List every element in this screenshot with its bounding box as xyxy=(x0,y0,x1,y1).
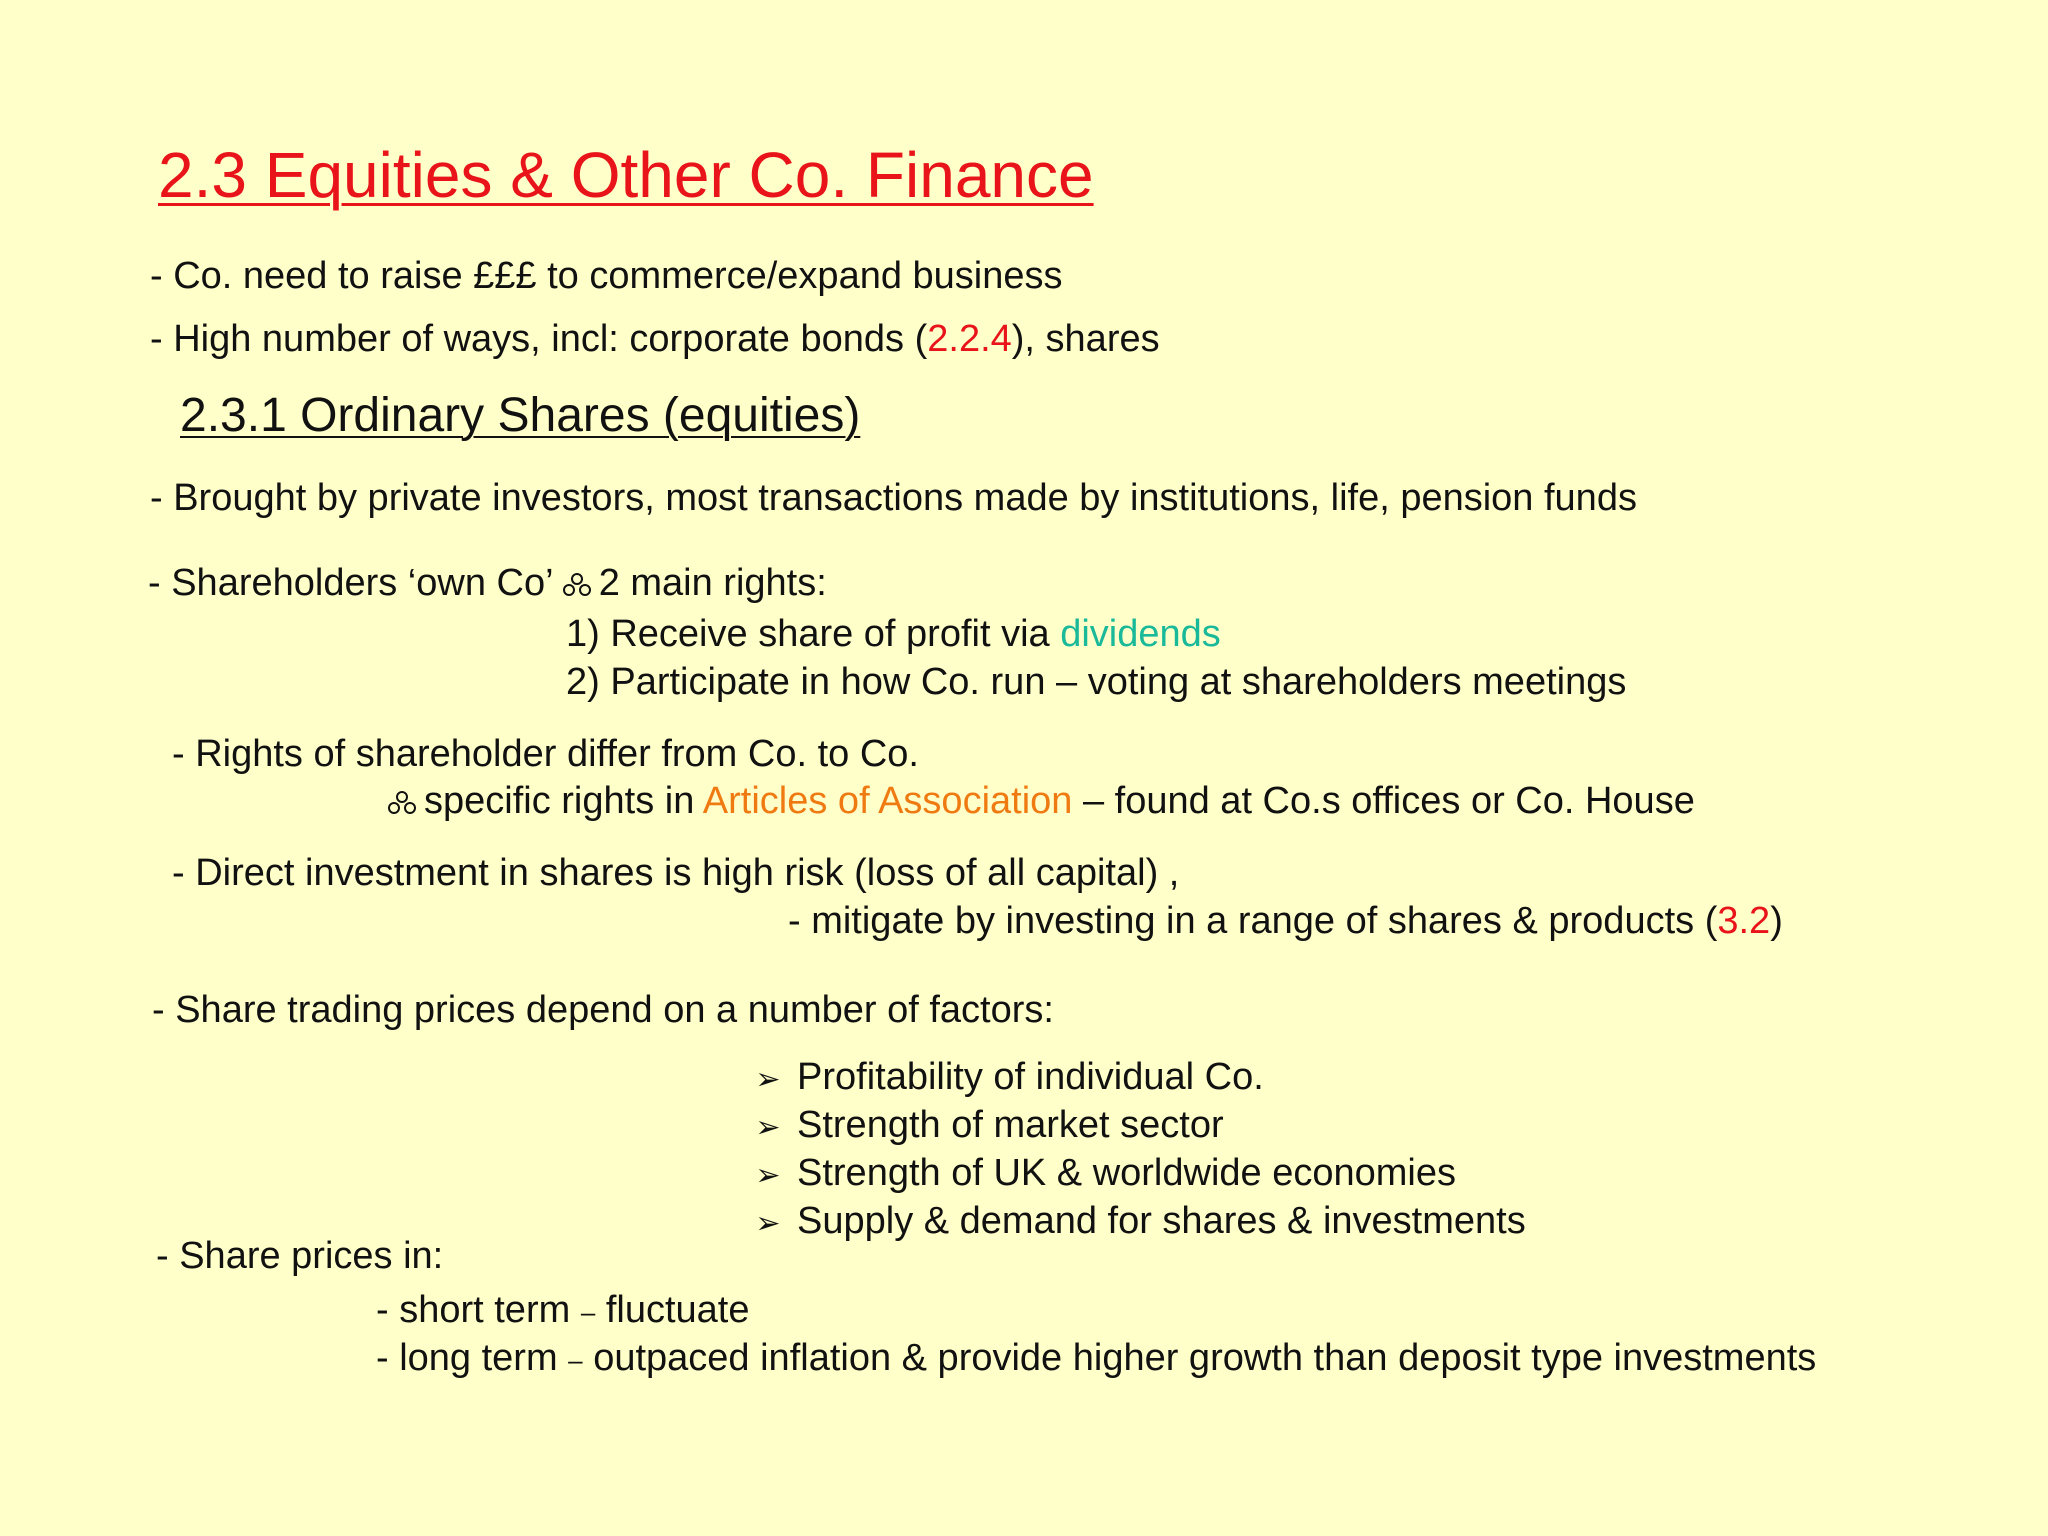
shareholders-lead-tail: 2 main rights: xyxy=(598,562,827,604)
slide-title: 2.3 Equities & Other Co. Finance xyxy=(158,139,1094,211)
bonds-reference: 2.2.4 xyxy=(927,318,1012,360)
list-item xyxy=(755,1198,1526,1247)
arrowhead-bullet-icon: ➢ xyxy=(755,1111,781,1144)
prices-short-term xyxy=(376,1287,750,1335)
therefore-icon xyxy=(388,780,416,826)
long-term-label: - long term xyxy=(376,1337,569,1379)
list-item xyxy=(755,1054,1264,1103)
factor-label: Strength of market sector xyxy=(797,1104,1224,1146)
short-term-dash: – xyxy=(580,1296,596,1327)
prices-lead: - Share prices in: xyxy=(156,1235,444,1277)
shareholders-lead xyxy=(148,560,827,608)
products-reference: 3.2 xyxy=(1717,900,1771,942)
risk-line-2 xyxy=(788,898,1783,944)
intro-line-2-text: - High number of ways, incl: corporate bonds ( xyxy=(150,318,928,360)
arrowhead-bullet-icon: ➢ xyxy=(755,1063,781,1096)
brought-line: - Brought by private investors, most transactions made by institutions, life, pension funds xyxy=(150,477,1637,519)
intro-line-2 xyxy=(150,316,1160,362)
articles-term: Articles of Association xyxy=(702,780,1073,822)
rights-line-2 xyxy=(388,778,1695,826)
short-term-text: fluctuate xyxy=(595,1289,750,1331)
rights-line-2-tail: – found at Co.s offices or Co. House xyxy=(1072,780,1695,822)
right-1-text: 1) Receive share of profit via xyxy=(566,613,1061,655)
rights-line-1: - Rights of shareholder differ from Co. to Co. xyxy=(172,733,919,775)
factor-label: Profitability of individual Co. xyxy=(797,1056,1264,1098)
list-item xyxy=(755,1102,1224,1151)
factor-label: Strength of UK & worldwide economies xyxy=(797,1152,1456,1194)
right-2: 2) Participate in how Co. run – voting at shareholders meetings xyxy=(566,661,1627,703)
list-item xyxy=(755,1150,1456,1199)
long-term-dash: – xyxy=(568,1344,583,1375)
right-1 xyxy=(566,611,1221,657)
arrowhead-bullet-icon: ➢ xyxy=(755,1159,781,1192)
therefore-icon xyxy=(563,562,591,608)
factors-lead: - Share trading prices depend on a number of factors: xyxy=(152,989,1054,1031)
arrowhead-bullet-icon: ➢ xyxy=(755,1207,781,1240)
dividends-term: dividends xyxy=(1060,613,1221,655)
intro-line-1: - Co. need to raise £££ to commerce/expand business xyxy=(150,255,1063,297)
factor-label: Supply & demand for shares & investments xyxy=(797,1200,1526,1242)
shareholders-lead-text: - Shareholders ‘own Co’ xyxy=(148,562,553,604)
long-term-text: outpaced inflation & provide higher growth than deposit type investments xyxy=(582,1337,1817,1379)
risk-line-1: - Direct investment in shares is high risk (loss of all capital) , xyxy=(172,852,1180,894)
prices-long-term xyxy=(376,1335,1816,1383)
intro-line-2-tail: ), shares xyxy=(1011,318,1160,360)
rights-line-2-text: specific rights in xyxy=(424,780,703,822)
risk-line-2-tail: ) xyxy=(1770,900,1783,942)
risk-line-2-text: - mitigate by investing in a range of shares & products ( xyxy=(788,900,1718,942)
section-subheading: 2.3.1 Ordinary Shares (equities) xyxy=(180,389,861,442)
short-term-label: - short term xyxy=(376,1289,581,1331)
